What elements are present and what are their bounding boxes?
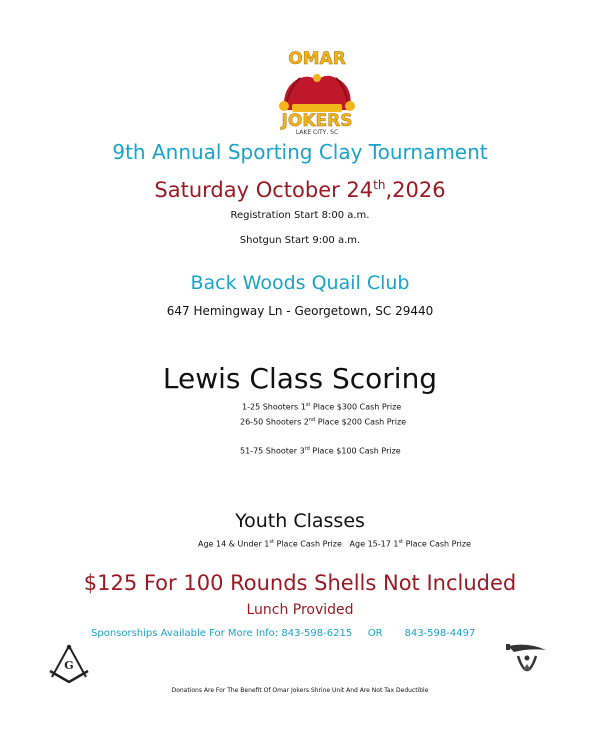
prize-3-post: Place $100 Cash Prize bbox=[309, 446, 401, 456]
prize-line-3 bbox=[240, 446, 401, 456]
youth-heading: Youth Classes bbox=[235, 510, 365, 532]
youth-b-post: Place Cash Prize bbox=[403, 539, 471, 549]
entry-price: $125 For 100 Rounds Shells Not Included bbox=[83, 571, 517, 595]
prize-3-sup: rd bbox=[304, 446, 310, 452]
sponsorship-line bbox=[91, 628, 481, 639]
venue-name: Back Woods Quail Club bbox=[190, 272, 410, 294]
prize-3-pre: 51-75 Shooter 3 bbox=[240, 446, 305, 456]
logo-line3: LAKE CITY, SC bbox=[295, 129, 339, 134]
sponsorship-phone2: 843-598-4497 bbox=[404, 628, 476, 639]
svg-text:G: G bbox=[64, 659, 74, 672]
omar-jokers-logo bbox=[262, 48, 372, 134]
lewis-heading: Lewis Class Scoring bbox=[162, 362, 438, 395]
logo-line2: JOKERS bbox=[281, 111, 353, 131]
footer-note: Donations Are For The Benefit Of Omar Jokers Shrine Unit And Are Not Tax Deductible bbox=[171, 687, 429, 694]
prize-2-pre: 26-50 Shooters 2 bbox=[240, 417, 309, 427]
event-title: 9th Annual Sporting Clay Tournament bbox=[112, 140, 488, 164]
shriners-scimitar-icon bbox=[504, 640, 550, 686]
event-date bbox=[0, 178, 600, 202]
prize-line-2 bbox=[240, 417, 406, 427]
prize-line-1 bbox=[242, 402, 401, 412]
youth-a-pre: Age 14 & Under 1 bbox=[198, 539, 270, 549]
prize-1-sup: st bbox=[305, 402, 311, 408]
youth-a-sup: st bbox=[269, 539, 274, 545]
sponsorship-text: Sponsorships Available For More Info: 843-598-6215 bbox=[91, 628, 353, 639]
prize-1-post: Place $300 Cash Prize bbox=[310, 402, 402, 412]
youth-b-sup: st bbox=[398, 539, 404, 545]
date-suffix: th bbox=[373, 178, 386, 192]
prize-2-post: Place $200 Cash Prize bbox=[315, 417, 407, 427]
prize-2-sup: nd bbox=[308, 417, 316, 423]
prize-1-pre: 1-25 Shooters 1 bbox=[242, 402, 306, 412]
registration-time: Registration Start 8:00 a.m. bbox=[230, 210, 370, 221]
date-prefix: Saturday October 24 bbox=[154, 178, 374, 202]
youth-prizes bbox=[198, 539, 471, 549]
logo-line1: OMAR bbox=[288, 49, 346, 69]
venue-address: 647 Hemingway Ln - Georgetown, SC 29440 bbox=[166, 304, 434, 318]
masonic-square-compass-icon bbox=[46, 643, 92, 683]
youth-a-post: Place Cash Prize bbox=[273, 539, 342, 549]
shotgun-time: Shotgun Start 9:00 a.m. bbox=[239, 235, 361, 246]
lunch-note: Lunch Provided bbox=[246, 602, 354, 618]
sponsorship-or: OR bbox=[367, 628, 383, 639]
date-year: ,2026 bbox=[385, 178, 446, 202]
youth-b-pre: Age 15-17 1 bbox=[349, 539, 399, 549]
